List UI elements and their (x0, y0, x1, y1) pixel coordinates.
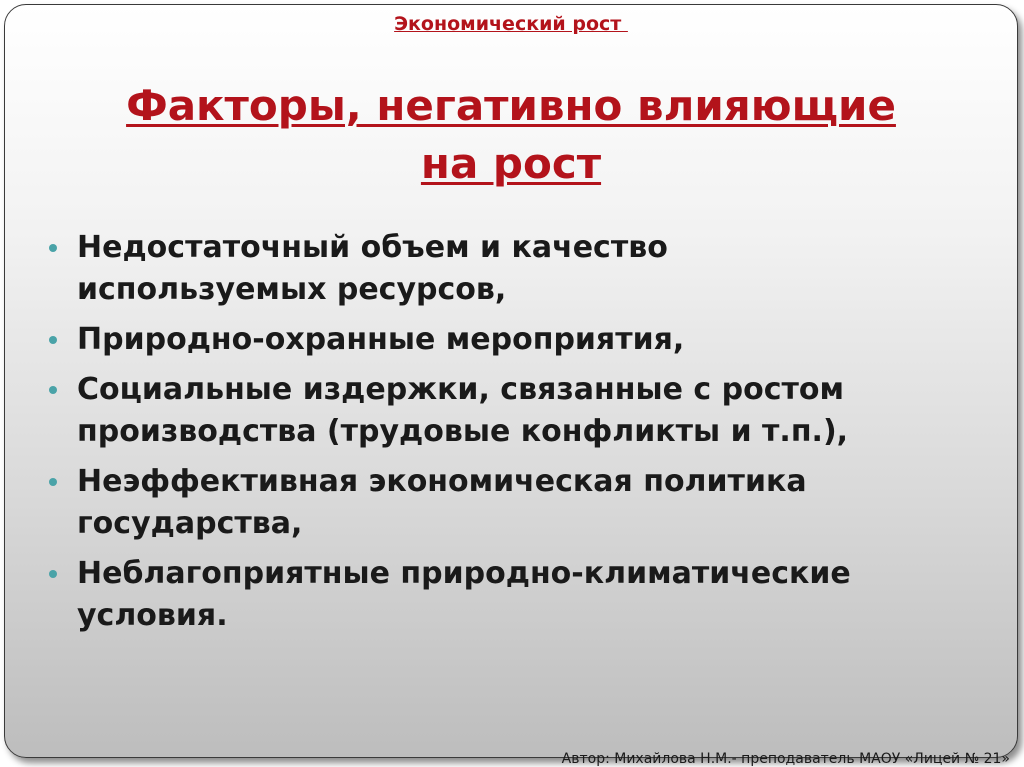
list-item-line-2: используемых ресурсов, (77, 272, 507, 307)
bullet-list (45, 227, 1005, 645)
list-item-line-2: производства (трудовые конфликты и т.п.), (77, 414, 849, 449)
list-item-line-1: Недостаточный объем и качество (77, 230, 668, 265)
list-item-line-1: Природно-охранные мероприятия, (77, 322, 685, 357)
list-item-line-1: Социальные издержки, связанные с ростом (77, 372, 844, 407)
list-item-line-1: Неблагоприятные природно-климатические (77, 556, 851, 591)
author-footer: Автор: Михайлова Н.М.- преподаватель МАОУ «Лицей № 21» (561, 751, 1010, 767)
list-item (45, 369, 1005, 453)
list-item-line-2: условия. (77, 598, 228, 633)
bullet-dot-icon (49, 478, 57, 486)
slide-frame (4, 4, 1018, 758)
list-item-line-1: Неэффективная экономическая политика (77, 464, 807, 499)
bullet-dot-icon (49, 570, 57, 578)
slide-title-line-1: Факторы, негативно влияющие (126, 81, 896, 130)
list-item-line-2: государства, (77, 506, 303, 541)
bullet-dot-icon (49, 386, 57, 394)
slide-title (5, 77, 1017, 193)
list-item (45, 553, 1005, 637)
slide-title-line-2: на рост (420, 139, 602, 188)
list-item (45, 319, 1005, 361)
bullet-dot-icon (49, 244, 57, 252)
slide-header: Экономический рост (394, 13, 628, 35)
bullet-dot-icon (49, 336, 57, 344)
list-item (45, 227, 1005, 311)
list-item (45, 461, 1005, 545)
